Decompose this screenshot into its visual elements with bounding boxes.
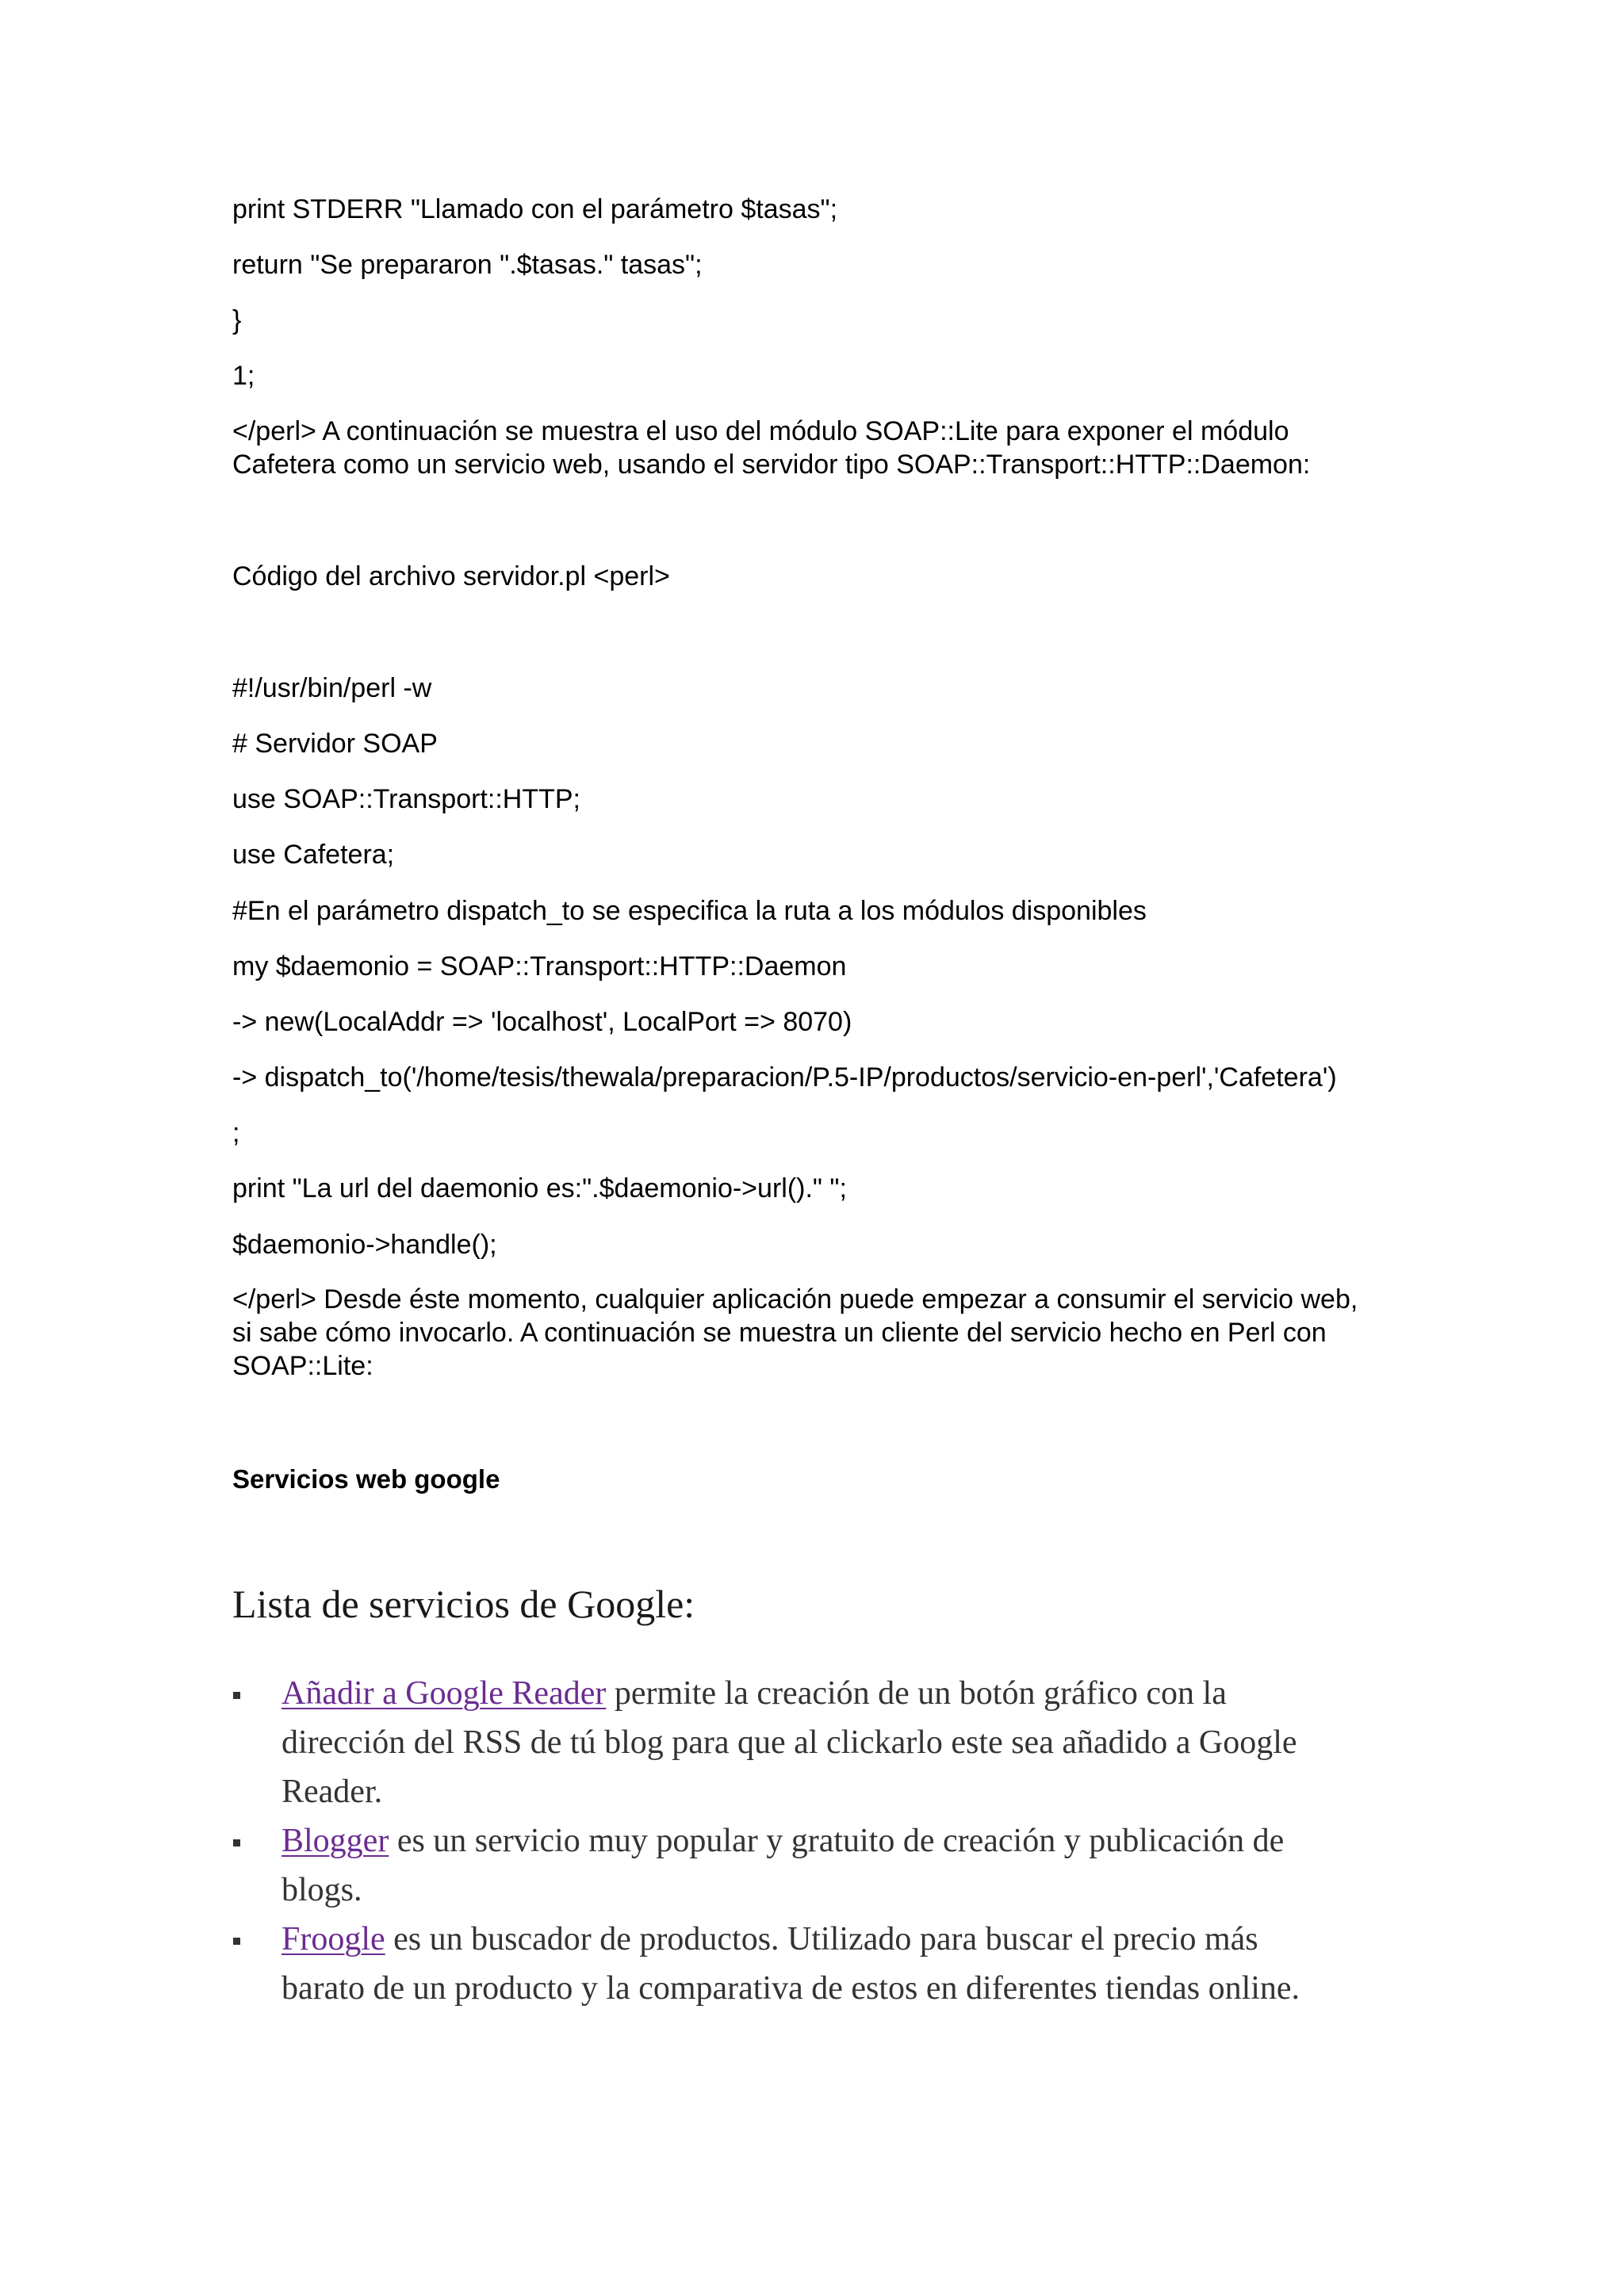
list-item [232,1816,1438,1915]
list-item-line: barato de un producto y la comparativa de estos en diferentes tiendas online. [282,1970,1300,2007]
list-item-line [282,1669,1438,1718]
list-item-line [282,1915,1438,1964]
list-item-line [282,1816,1438,1866]
code-line-new: -> new(LocalAddr => 'localhost', LocalPort => 8070) [232,1007,852,1037]
code-line-closing-brace: } [232,305,242,335]
list-item-line: blogs. [282,1872,362,1908]
square-bullet-icon [233,1692,240,1699]
code-line-comment-dispatch: #En el parámetro dispatch_to se especifica la ruta a los módulos disponibles [232,896,1147,926]
list-item-line: dirección del RSS de tú blog para que al clickarlo este sea añadido a Google [282,1724,1297,1761]
list-item [232,1915,1438,2013]
intro-paragraph-line: </perl> A continuación se muestra el uso del módulo SOAP::Lite para exponer el módulo [232,416,1289,446]
square-bullet-icon [233,1839,240,1846]
section-heading: Servicios web google [232,1464,500,1494]
list-item [232,1669,1438,1816]
closing-paragraph-line: </perl> Desde éste momento, cualquier aplicación puede empezar a consumir el servicio web, [232,1284,1358,1314]
code-line-use-transport: use SOAP::Transport::HTTP; [232,784,580,814]
code-line-use-cafetera: use Cafetera; [232,840,395,870]
code-line-print-url: print "La url del daemonio es:".$daemonio->url()." "; [232,1173,847,1203]
blogger-link[interactable]: Blogger [282,1823,389,1859]
list-item-line: Reader. [282,1774,383,1810]
services-heading: Lista de servicios de Google: [232,1582,695,1626]
google-reader-link[interactable]: Añadir a Google Reader [282,1675,607,1712]
code-line-return: return "Se prepararon ".$tasas." tasas"; [232,250,703,280]
closing-paragraph-line: si sabe cómo invocarlo. A continuación se muestra un cliente del servicio hecho en Perl con [232,1318,1327,1348]
square-bullet-icon [233,1938,240,1945]
list-item-text: es un buscador de productos. Utilizado para buscar el precio más [385,1921,1258,1957]
services-list [232,1669,1438,2013]
code-line-my-daemonio: my $daemonio = SOAP::Transport::HTTP::Daemon [232,951,847,982]
code-line-one: 1; [232,361,255,391]
code-line-shebang: #!/usr/bin/perl -w [232,673,432,703]
code-line-comment-server: # Servidor SOAP [232,729,438,759]
closing-paragraph-line: SOAP::Lite: [232,1351,373,1381]
intro-paragraph-line: Cafetera como un servicio web, usando el servidor tipo SOAP::Transport::HTTP::Daemon: [232,450,1311,480]
file-caption: Código del archivo servidor.pl <perl> [232,561,670,591]
list-item-text: permite la creación de un botón gráfico con la [606,1675,1227,1712]
code-line-print-stderr: print STDERR "Llamado con el parámetro $tasas"; [232,194,838,224]
list-item-text: es un servicio muy popular y gratuito de creación y publicación de [389,1823,1285,1859]
intro-paragraph [232,415,1398,481]
code-line-handle: $daemonio->handle(); [232,1230,497,1260]
closing-paragraph [232,1283,1398,1383]
code-line-semicolon: ; [232,1118,240,1148]
code-line-dispatch-to: -> dispatch_to('/home/tesis/thewala/preparacion/P.5-IP/productos/servicio-en-perl','Cafetera') [232,1062,1337,1093]
froogle-link[interactable]: Froogle [282,1921,385,1957]
